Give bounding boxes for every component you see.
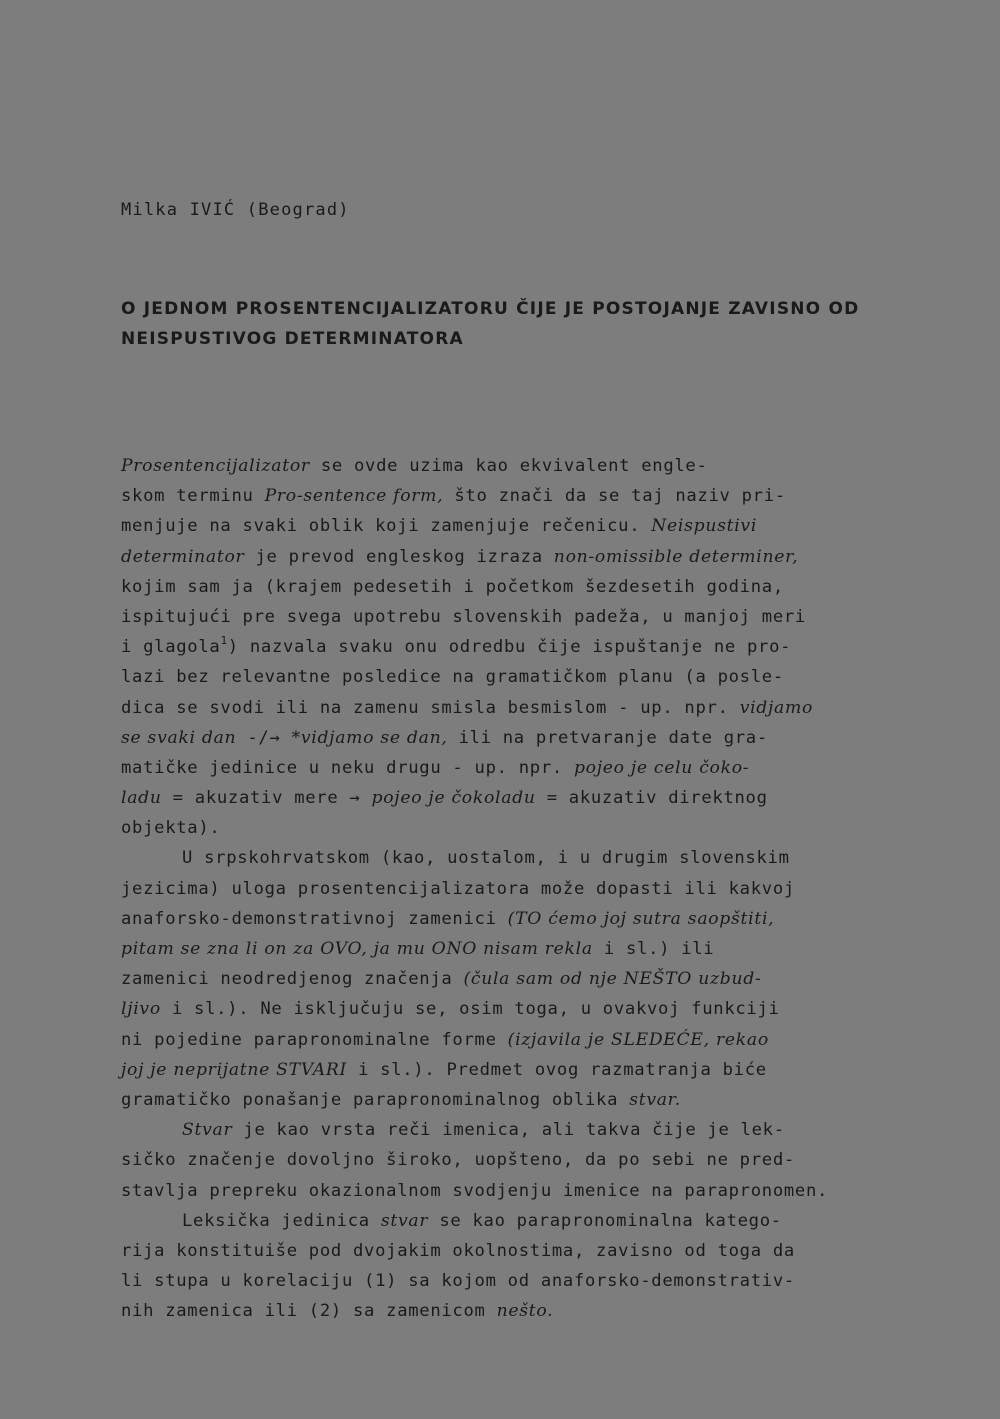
text-line <box>121 813 911 843</box>
text-line <box>121 1055 911 1085</box>
text-segment: nih zamenica ili (2) sa zamenicom <box>121 1301 497 1322</box>
italic-text: (TO ćemo joj sutra saopštiti, <box>507 908 775 929</box>
italic-text: Stvar <box>182 1120 233 1141</box>
text-segment: ) nazvala svaku onu odredbu čije ispuštanje ne pro- <box>227 637 792 658</box>
text-line <box>121 693 911 723</box>
text-segment: i sl.). Predmet ovog razmatranja biće <box>347 1059 767 1080</box>
text-segment: rija konstituiše pod dvojakim okolnostima, zavisno od toga da <box>121 1240 795 1261</box>
italic-text: se svaki dan <box>121 727 237 748</box>
text-segment: lazi bez relevantne posledice na gramatičkom planu (a posle- <box>121 667 784 688</box>
text-segment: U srpskohrvatskom (kao, uostalom, i u drugim slovenskim <box>182 848 790 869</box>
italic-text: determinator <box>121 546 245 567</box>
text-segment: -/→ <box>236 727 292 748</box>
text-line <box>121 904 911 934</box>
text-line <box>121 964 911 994</box>
italic-text: nešto. <box>496 1301 554 1322</box>
text-line <box>121 1296 911 1326</box>
text-segment: se kao parapronominalna katego- <box>428 1210 782 1231</box>
text-line <box>121 481 911 511</box>
text-line <box>121 1085 911 1115</box>
text-segment: jezicima) uloga prosentencijalizatora može dopasti ili kakvoj <box>121 878 795 899</box>
text-segment: je prevod engleskog izraza <box>244 546 554 567</box>
italic-text: stvar. <box>629 1089 681 1110</box>
text-line <box>121 1115 911 1145</box>
text-segment: i sl.) ili <box>592 939 715 959</box>
text-line <box>121 1176 911 1206</box>
text-segment: skom terminu <box>121 486 265 507</box>
body-text <box>121 451 911 1326</box>
text-segment: i glagola <box>121 637 221 658</box>
text-line <box>121 1025 911 1055</box>
text-segment: stavlja prepreku okazionalnom svodjenju imenice na parapronomen. <box>121 1180 829 1201</box>
italic-text: Neispustivi <box>651 516 758 537</box>
text-segment: matičke jedinice u neku drugu - up. npr. <box>121 757 574 778</box>
text-segment: objekta). <box>121 818 221 839</box>
text-segment: Leksička jedinica <box>182 1210 381 1231</box>
author-line: Milka IVIĆ (Beograd) <box>121 200 350 220</box>
text-segment: zamenici neodredjenog značenja <box>121 969 464 990</box>
text-segment: = akuzativ direktnog <box>535 788 768 809</box>
text-segment: ispitujući pre svega upotrebu slovenskih padeža, u manjoj meri <box>121 606 806 627</box>
text-segment: dica se svodi ili na zamenu smisla besmislom - up. npr. <box>121 697 740 718</box>
italic-text: ladu <box>121 788 162 809</box>
text-line <box>121 1145 911 1175</box>
text-segment: ili na pretvaranje date gra- <box>447 727 768 748</box>
text-line <box>121 602 911 632</box>
text-line <box>121 934 911 964</box>
text-segment: menjuje na svaki oblik koji zamenjuje rečenicu. <box>121 516 652 537</box>
text-segment: li stupa u korelaciju (1) sa kojom od anaforsko-demonstrativ- <box>121 1271 795 1292</box>
italic-text: (izjavila je SLEDEĆE, rekao <box>507 1029 769 1050</box>
text-segment: gramatičko ponašanje parapronominalnog oblika <box>121 1089 630 1110</box>
text-line <box>121 1206 911 1236</box>
italic-text: pojeo je celu čoko- <box>573 757 750 778</box>
italic-text: *vidjamo se dan, <box>291 727 448 748</box>
text-line <box>121 572 911 602</box>
text-segment: anaforsko-demonstrativnoj zamenici <box>121 908 508 929</box>
footnote-ref: 1 <box>220 634 228 648</box>
text-segment: = akuzativ mere → <box>161 788 372 809</box>
text-line <box>121 723 911 753</box>
italic-text: Prosentencijalizator <box>121 456 310 476</box>
italic-text: vidjamo <box>739 697 814 718</box>
text-segment: kojim sam ja (krajem pedesetih i početkom šezdesetih godina, <box>121 576 784 597</box>
title-line-2: NEISPUSTIVOG DETERMINATORA <box>121 329 464 349</box>
text-line <box>121 451 911 481</box>
italic-text: pojeo je čokoladu <box>371 788 536 809</box>
italic-text: ljivo <box>121 999 161 1020</box>
text-segment: sičko značenje dovoljno široko, uopšteno, da po sebi ne pred- <box>121 1150 795 1171</box>
text-line <box>121 753 911 783</box>
article-title <box>121 294 901 354</box>
text-line <box>121 662 911 692</box>
text-segment: se ovde uzima kao ekvivalent engle- <box>309 456 708 476</box>
text-segment: ni pojedine parapronominalne forme <box>121 1029 508 1050</box>
text-line <box>121 843 911 873</box>
text-segment: je kao vrsta reči imenica, ali takva čije je lek- <box>232 1120 785 1141</box>
text-line <box>121 542 911 572</box>
italic-text: joj je neprijatne STVARI <box>121 1059 348 1080</box>
italic-text: pitam se zna li on za OVO, ja mu ONO nisam rekla <box>121 939 593 959</box>
text-line <box>121 994 911 1024</box>
text-line <box>121 783 911 813</box>
italic-text: (čula sam od nje NEŠTO uzbud- <box>463 969 762 990</box>
text-line <box>121 632 911 662</box>
italic-text: non-omissible determiner, <box>553 546 799 567</box>
text-segment: što znači da se taj naziv pri- <box>443 486 786 507</box>
title-line-1: O JEDNOM PROSENTENCIJALIZATORU ČIJE JE POSTOJANJE ZAVISNO OD <box>121 299 860 319</box>
italic-text: stvar <box>380 1210 429 1231</box>
text-line <box>121 874 911 904</box>
italic-text: Pro-sentence form, <box>264 486 444 507</box>
text-line <box>121 511 911 541</box>
text-line <box>121 1236 911 1266</box>
text-line <box>121 1266 911 1296</box>
text-segment: i sl.). Ne isključuju se, osim toga, u ovakvoj funkciji <box>160 999 780 1020</box>
